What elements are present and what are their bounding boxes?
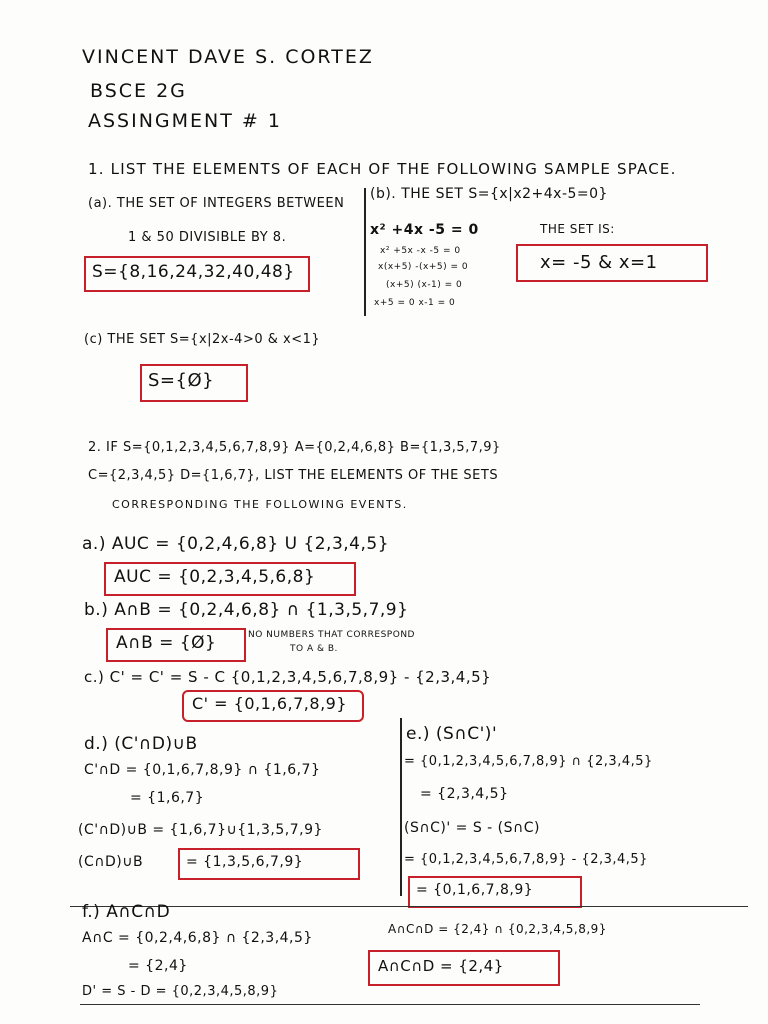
- q1-title: 1. LIST THE ELEMENTS OF EACH OF THE FOLLOWING SAMPLE SPACE.: [88, 160, 677, 178]
- q2b-note-line2: TO A & B.: [290, 644, 338, 654]
- q2d-title: d.) (C'∩D)∪B: [84, 734, 198, 754]
- q1b-line1: (b). THE SET S={x|x2+4x-5=0}: [370, 186, 608, 202]
- q2f-line1: A∩C = {0,2,4,6,8} ∩ {2,3,4,5}: [82, 930, 313, 946]
- q1b-the-set-is: THE SET IS:: [540, 222, 615, 236]
- q2b-answer: A∩B = {Ø}: [116, 633, 217, 653]
- q1a-answer: S={8,16,24,32,40,48}: [92, 262, 295, 282]
- q2-f-separator: [70, 906, 748, 907]
- q2a-answer: AUC = {0,2,3,4,5,6,8}: [114, 567, 316, 587]
- q1c-answer: S={Ø}: [148, 370, 215, 391]
- q2c-work: c.) C' = C' = S - C {0,1,2,3,4,5,6,7,8,9} - {2,3,4,5}: [84, 668, 492, 686]
- q1-divider: [364, 188, 366, 316]
- q1b-step-4: x+5 = 0 x-1 = 0: [374, 298, 456, 308]
- page-bottom-line: [80, 1004, 700, 1005]
- q2c-answer: C' = {0,1,6,7,8,9}: [192, 694, 348, 713]
- q1b-step-2: x(x+5) -(x+5) = 0: [378, 262, 469, 272]
- q2e-answer: = {0,1,6,7,8,9}: [416, 882, 534, 898]
- q2b-note-line1: NO NUMBERS THAT CORRESPOND: [248, 630, 415, 640]
- q2e-line4: = {0,1,2,3,4,5,6,7,8,9} - {2,3,4,5}: [404, 852, 648, 867]
- q2d-line2: = {1,6,7}: [130, 790, 205, 806]
- student-name: VINCENT DAVE S. CORTEZ: [82, 46, 374, 68]
- q1a-line2: 1 & 50 DIVISIBLE BY 8.: [128, 230, 287, 245]
- q1b-step-3: (x+5) (x-1) = 0: [386, 280, 463, 290]
- q2f-answer: A∩C∩D = {2,4}: [378, 957, 504, 975]
- q2b-work: b.) A∩B = {0,2,4,6,8} ∩ {1,3,5,7,9}: [84, 600, 409, 620]
- assignment-title: ASSINGMENT # 1: [88, 110, 282, 132]
- q2f-title: f.) A∩C∩D: [82, 902, 171, 922]
- q2-line3: CORRESPONDING THE FOLLOWING EVENTS.: [112, 498, 408, 511]
- q2-line2: C={2,3,4,5} D={1,6,7}, LIST THE ELEMENTS OF THE SETS: [88, 468, 499, 483]
- q2a-work: a.) AUC = {0,2,4,6,8} U {2,3,4,5}: [82, 534, 390, 554]
- q2d-line3: (C'∩D)∪B = {1,6,7}∪{1,3,5,7,9}: [78, 822, 323, 838]
- q2f-right-line1: A∩C∩D = {2,4} ∩ {0,2,3,4,5,8,9}: [388, 922, 607, 936]
- q2e-line2: = {2,3,4,5}: [420, 786, 509, 802]
- q1a-line1: (a). THE SET OF INTEGERS BETWEEN: [88, 196, 345, 211]
- q1b-equation: x² +4x -5 = 0: [370, 222, 479, 238]
- q2-de-divider: [400, 718, 402, 896]
- q1c-line1: (c) THE SET S={x|2x-4>0 & x<1}: [84, 332, 321, 347]
- q2e-line1: = {0,1,2,3,4,5,6,7,8,9} ∩ {2,3,4,5}: [404, 754, 653, 769]
- q2d-answer: = {1,3,5,6,7,9}: [186, 854, 304, 870]
- q2e-title: e.) (S∩C')': [406, 724, 498, 744]
- q2d-line1: C'∩D = {0,1,6,7,8,9} ∩ {1,6,7}: [84, 762, 321, 778]
- q1b-step-1: x² +5x -x -5 = 0: [380, 246, 461, 256]
- q2e-line3: (S∩C)' = S - (S∩C): [404, 820, 540, 836]
- q2f-line2: = {2,4}: [128, 958, 188, 974]
- q1b-answer: x= -5 & x=1: [540, 252, 658, 273]
- q2d-line4: (C∩D)∪B: [78, 854, 144, 870]
- course-label: BSCE 2G: [90, 80, 187, 102]
- q2-line1: 2. IF S={0,1,2,3,4,5,6,7,8,9} A={0,2,4,6,8} B={1,3,5,7,9}: [88, 440, 501, 455]
- q2f-line3: D' = S - D = {0,2,3,4,5,8,9}: [82, 984, 279, 999]
